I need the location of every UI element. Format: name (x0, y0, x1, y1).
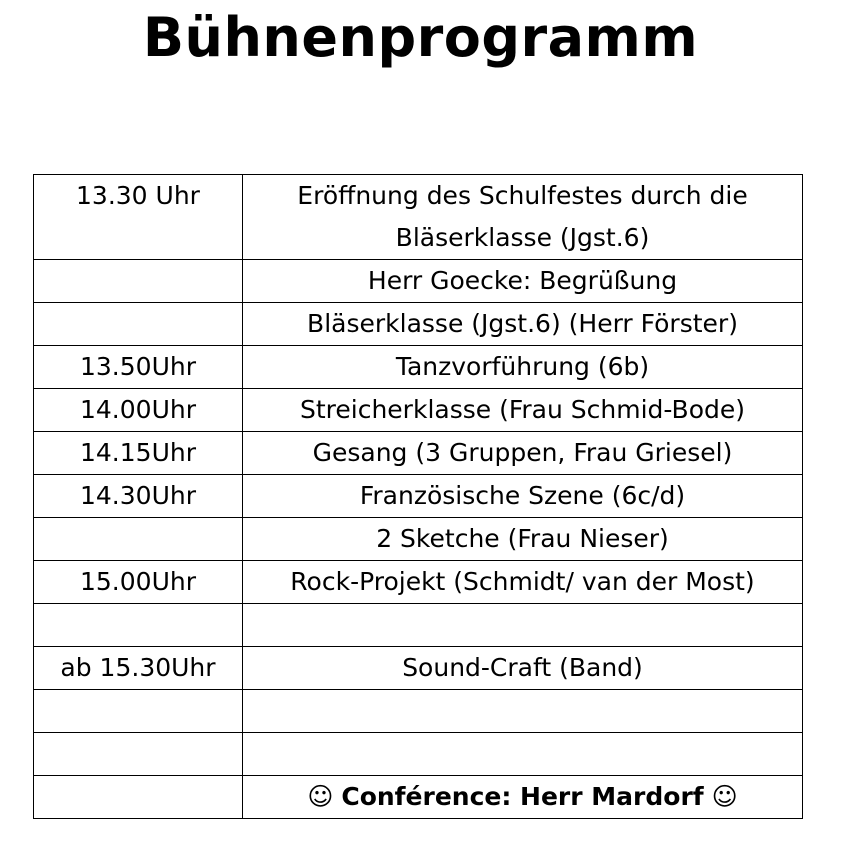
table-row (34, 518, 803, 561)
table-row (34, 346, 803, 389)
time-cell: 14.15Uhr (34, 432, 243, 475)
event-cell: Sound-Craft (Band) (243, 647, 803, 690)
event-cell: Gesang (3 Gruppen, Frau Griesel) (243, 432, 803, 475)
table-row (34, 561, 803, 604)
event-cell: Eröffnung des Schulfestes durch die Bläserklasse (Jgst.6) (243, 175, 803, 260)
time-cell (34, 690, 243, 733)
table-row (34, 303, 803, 346)
time-cell (34, 604, 243, 647)
time-cell (34, 518, 243, 561)
time-cell: ab 15.30Uhr (34, 647, 243, 690)
time-cell: 13.30 Uhr (34, 175, 243, 260)
event-cell: Rock-Projekt (Schmidt/ van der Most) (243, 561, 803, 604)
smiley-icon: ☺ (307, 782, 334, 811)
table-row (34, 604, 803, 647)
table-row (34, 175, 803, 260)
time-cell: 14.30Uhr (34, 475, 243, 518)
time-cell (34, 776, 243, 819)
event-cell: Bläserklasse (Jgst.6) (Herr Förster) (243, 303, 803, 346)
time-cell (34, 260, 243, 303)
table-row (34, 432, 803, 475)
time-cell: 15.00Uhr (34, 561, 243, 604)
table-row (34, 690, 803, 733)
event-cell: 2 Sketche (Frau Nieser) (243, 518, 803, 561)
event-cell: Französische Szene (6c/d) (243, 475, 803, 518)
time-cell (34, 303, 243, 346)
time-cell: 13.50Uhr (34, 346, 243, 389)
event-cell: Streicherklasse (Frau Schmid-Bode) (243, 389, 803, 432)
time-cell: 14.00Uhr (34, 389, 243, 432)
table-row (34, 260, 803, 303)
event-cell (243, 690, 803, 733)
event-cell: Tanzvorführung (6b) (243, 346, 803, 389)
program-table (33, 174, 803, 819)
event-cell (243, 733, 803, 776)
event-cell: Herr Goecke: Begrüßung (243, 260, 803, 303)
smiley-icon: ☺ (711, 782, 738, 811)
conference-label: Conférence: Herr Mardorf (341, 782, 704, 811)
time-cell (34, 733, 243, 776)
table-row (34, 733, 803, 776)
table-row (34, 389, 803, 432)
table-row (34, 776, 803, 819)
table-row (34, 475, 803, 518)
table-row (34, 647, 803, 690)
page-title: Bühnenprogramm (142, 6, 699, 69)
event-cell (243, 604, 803, 647)
event-cell-conference (243, 776, 803, 819)
